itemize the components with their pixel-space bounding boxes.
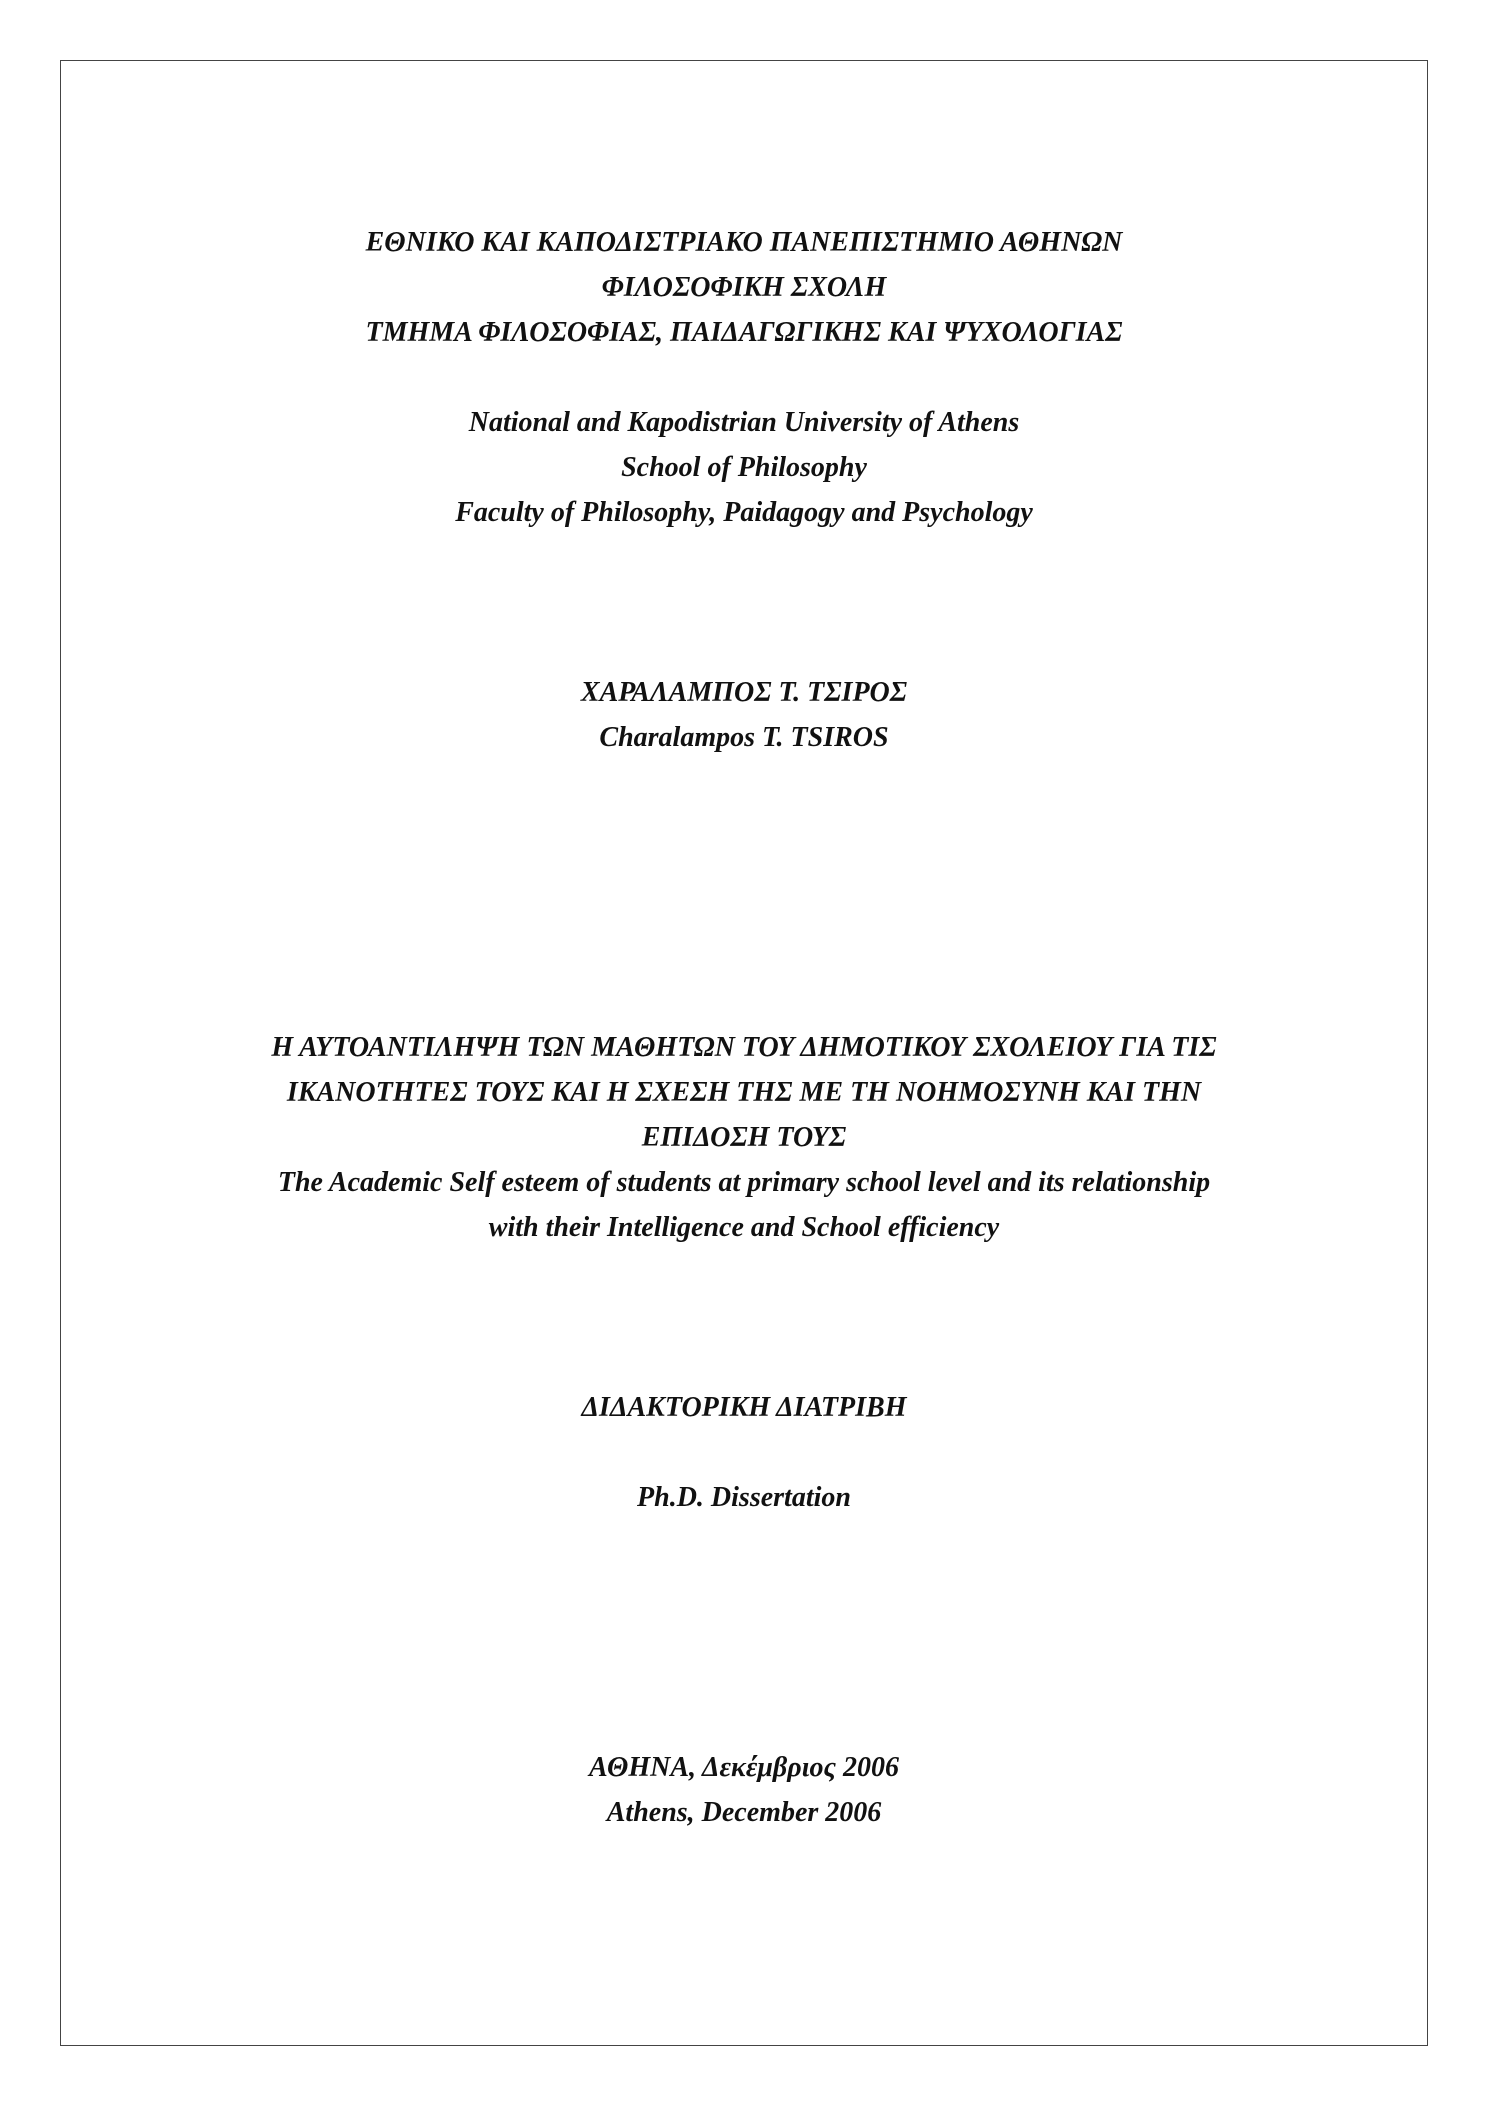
university-name-english: National and Kapodistrian University of Athens	[468, 407, 1020, 438]
place-date-block	[60, 1745, 1428, 1835]
thesis-title-greek-line-2: ΙΚΑΝΟΤΗΤΕΣ ΤΟΥΣ ΚΑΙ Η ΣΧΕΣΗ ΤΗΣ ΜΕ ΤΗ ΝΟΗΜΟΣΥΝΗ ΚΑΙ ΤΗΝ	[286, 1077, 1202, 1108]
author-block	[60, 670, 1428, 760]
thesis-title-english-line-2: with their Intelligence and School efficiency	[488, 1212, 1000, 1243]
degree-type-greek: ΔΙΔΑΚΤΟΡΙΚΗ ΔΙΑΤΡΙΒΗ	[581, 1392, 907, 1423]
department-name-english: Faculty of Philosophy, Paidagogy and Psychology	[455, 497, 1033, 528]
department-name-greek: ΤΜΗΜΑ ΦΙΛΟΣΟΦΙΑΣ, ΠΑΙΔΑΓΩΓΙΚΗΣ ΚΑΙ ΨΥΧΟΛΟΓΙΑΣ	[365, 317, 1123, 348]
author-name-greek: ΧΑΡΑΛΑΜΠΟΣ Τ. ΤΣΙΡΟΣ	[580, 677, 908, 708]
thesis-title-block	[60, 1025, 1428, 1250]
author-name-english: Charalampos T. TSIROS	[599, 722, 889, 753]
thesis-title-greek-line-1: Η ΑΥΤΟΑΝΤΙΛΗΨΗ ΤΩΝ ΜΑΘΗΤΩΝ ΤΟΥ ΔΗΜΟΤΙΚΟΥ ΣΧΟΛΕΙΟΥ ΓΙΑ ΤΙΣ	[271, 1032, 1217, 1063]
university-name-greek: ΕΘΝΙΚΟ ΚΑΙ ΚΑΠΟΔΙΣΤΡΙΑΚΟ ΠΑΝΕΠΙΣΤΗΜΙΟ ΑΘΗΝΩΝ	[365, 227, 1123, 258]
institution-english-block	[60, 400, 1428, 535]
degree-greek-block	[60, 1385, 1428, 1430]
institution-greek-block	[60, 220, 1428, 355]
place-date-greek: ΑΘΗΝΑ, Δεκέμβριος 2006	[589, 1752, 899, 1783]
thesis-title-english-line-1: The Academic Self esteem of students at primary school level and its relationship	[277, 1167, 1211, 1198]
degree-english-block	[60, 1475, 1428, 1520]
school-name-greek: ΦΙΛΟΣΟΦΙΚΗ ΣΧΟΛΗ	[601, 272, 887, 303]
school-name-english: School of Philosophy	[621, 452, 867, 483]
place-date-english: Athens, December 2006	[606, 1797, 882, 1828]
degree-type-english: Ph.D. Dissertation	[637, 1482, 851, 1513]
thesis-title-greek-line-3: ΕΠΙΔΟΣΗ ΤΟΥΣ	[641, 1122, 847, 1153]
